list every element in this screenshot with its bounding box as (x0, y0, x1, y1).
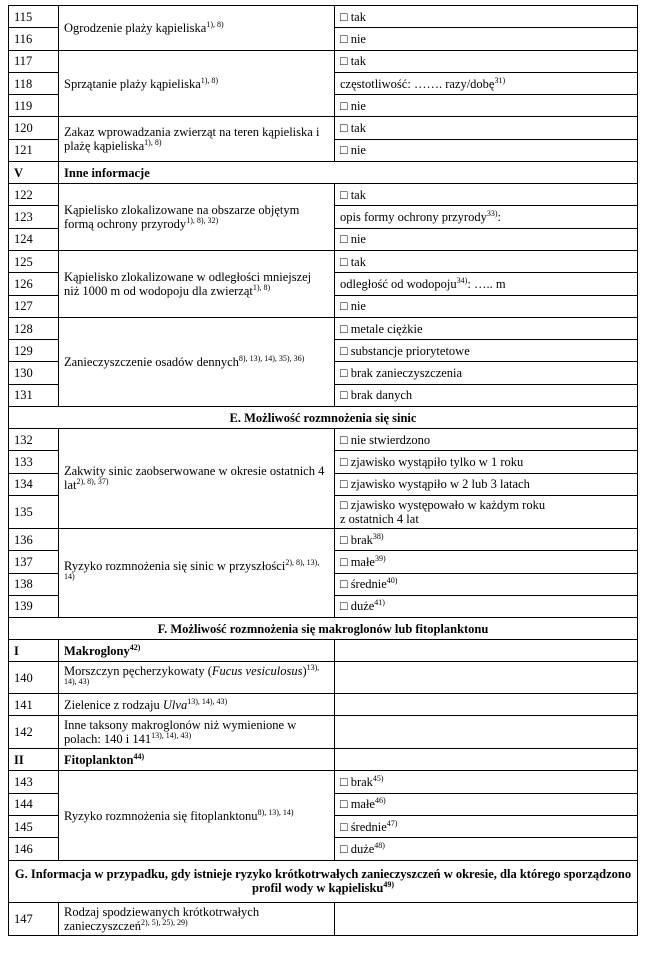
option-cell[interactable]: □ nie (335, 228, 638, 250)
checkbox-icon[interactable]: □ (340, 388, 348, 403)
table-row (9, 429, 638, 451)
row-number: 140 (9, 662, 59, 694)
option-cell[interactable]: □ małe$^{46)}$ (335, 793, 638, 815)
table-row (9, 716, 638, 749)
option-cell[interactable]: □ nie (335, 295, 638, 317)
table-row (9, 528, 638, 550)
section-title: Inne informacje (59, 162, 638, 184)
table-row (9, 317, 638, 339)
field-description: Zakwity sinic zaobserwowane w okresie ostatnich 4 lat$^{2), 8), 37)}$ (59, 429, 335, 529)
entry-cell[interactable] (335, 902, 638, 935)
bathing-area-profile-table (8, 5, 638, 936)
field-description: Kąpielisko zlokalizowane w odległości mniejszej niż 1000 m od wodopoju dla zwierząt$^{1), 8)}$ (59, 250, 335, 317)
checkbox-icon[interactable]: □ (340, 532, 348, 547)
section-row (9, 860, 638, 902)
section-row (9, 162, 638, 184)
field-description: Kąpielisko zlokalizowane na obszarze objętym formą ochrony przyrody$^{1), 8), 32)}$ (59, 184, 335, 251)
section-row (9, 640, 638, 662)
text-entry-cell[interactable]: opis formy ochrony przyrody$^{33)}$: (335, 206, 638, 228)
entry-cell[interactable] (335, 662, 638, 694)
row-number: 128 (9, 317, 59, 339)
field-description: Morszczyn pęcherzykowaty (Fucus vesiculosus)$^{13), 14), 43)}$ (59, 662, 335, 694)
entry-cell[interactable] (335, 716, 638, 749)
text-entry-cell[interactable]: odległość od wodopoju$^{34)}$: ….. m (335, 273, 638, 295)
option-cell[interactable]: □ tak (335, 50, 638, 72)
checkbox-icon[interactable]: □ (340, 366, 348, 381)
option-cell[interactable]: □ duże$^{48)}$ (335, 838, 638, 860)
table-row (9, 694, 638, 716)
option-cell[interactable]: □ średnie$^{47)}$ (335, 816, 638, 838)
field-description: Inne taksony makroglonów niż wymienione w polach: 140 i $141^{13), 14), 43)}$ (59, 716, 335, 749)
checkbox-icon[interactable]: □ (340, 554, 348, 569)
section-row (9, 749, 638, 771)
table-row (9, 6, 638, 28)
row-number: 131 (9, 384, 59, 406)
section-row (9, 618, 638, 640)
row-number: 135 (9, 495, 59, 528)
checkbox-icon[interactable]: □ (340, 477, 348, 492)
row-number: 134 (9, 473, 59, 495)
table-row (9, 250, 638, 272)
entry-cell[interactable] (335, 694, 638, 716)
row-number: 123 (9, 206, 59, 228)
row-number: 121 (9, 139, 59, 161)
checkbox-icon[interactable]: □ (340, 98, 348, 113)
option-cell[interactable]: □ tak (335, 6, 638, 28)
field-description: Sprzątanie plaży kąpieliska$^{1), 8)}$ (59, 50, 335, 117)
checkbox-icon[interactable]: □ (340, 9, 348, 24)
option-cell[interactable]: □ zjawisko występowało w każdym roku z ostatnich 4 lat (335, 495, 638, 528)
option-cell[interactable]: □ brak danych (335, 384, 638, 406)
option-cell[interactable]: □ metale ciężkie (335, 317, 638, 339)
row-number: 122 (9, 184, 59, 206)
row-number: 117 (9, 50, 59, 72)
option-cell[interactable]: □ nie (335, 28, 638, 50)
row-number: 143 (9, 771, 59, 793)
option-cell[interactable]: □ nie (335, 139, 638, 161)
row-number: 116 (9, 28, 59, 50)
row-number: 119 (9, 95, 59, 117)
checkbox-icon[interactable]: □ (340, 299, 348, 314)
row-number: 126 (9, 273, 59, 295)
option-cell[interactable]: □ nie (335, 95, 638, 117)
table-row (9, 184, 638, 206)
row-number: 141 (9, 694, 59, 716)
checkbox-icon[interactable]: □ (340, 577, 348, 592)
row-number: 127 (9, 295, 59, 317)
section-title: G. Informacja w przypadku, gdy istnieje ryzyko krótkotrwałych zanieczyszczeń w okresie, dla którego sporządzono profil wody w kąpielisku$^{49)}$ (9, 860, 638, 902)
option-cell[interactable]: □ średnie$^{40)}$ (335, 573, 638, 595)
option-cell[interactable]: □ duże$^{41)}$ (335, 595, 638, 617)
row-number: 139 (9, 595, 59, 617)
checkbox-icon[interactable]: □ (340, 497, 348, 512)
empty-cell (335, 640, 638, 662)
checkbox-icon[interactable]: □ (340, 797, 348, 812)
row-number: 147 (9, 902, 59, 935)
field-description: Ryzyko rozmnożenia się sinic w przyszłości$^{2), 8), 13), 14)}$ (59, 528, 335, 617)
table-row (9, 902, 638, 935)
option-cell[interactable]: □ tak (335, 250, 638, 272)
row-number: 136 (9, 528, 59, 550)
row-number: 133 (9, 451, 59, 473)
row-number: 146 (9, 838, 59, 860)
field-description: Rodzaj spodziewanych krótkotrwałych zanieczyszczeń$^{2), 5), 25), 29)}$ (59, 902, 335, 935)
option-cell[interactable]: □ brak$^{38)}$ (335, 528, 638, 550)
row-number: 124 (9, 228, 59, 250)
option-cell[interactable]: □ zjawisko wystąpiło w 2 lub 3 latach (335, 473, 638, 495)
row-number: 137 (9, 551, 59, 573)
option-cell[interactable]: □ brak$^{45)}$ (335, 771, 638, 793)
option-cell[interactable]: □ zjawisko wystąpiło tylko w 1 roku (335, 451, 638, 473)
option-cell[interactable]: □ brak zanieczyszczenia (335, 362, 638, 384)
checkbox-icon[interactable]: □ (340, 432, 348, 447)
table-row (9, 662, 638, 694)
text-entry-cell[interactable]: częstotliwość: ……. razy/dobę$^{31)}$ (335, 72, 638, 94)
section-title: E. Możliwość rozmnożenia się sinic (9, 407, 638, 429)
checkbox-icon[interactable]: □ (340, 121, 348, 136)
row-number: 142 (9, 716, 59, 749)
section-row (9, 407, 638, 429)
checkbox-icon[interactable]: □ (340, 775, 348, 790)
checkbox-icon[interactable]: □ (340, 819, 348, 834)
row-number: 118 (9, 72, 59, 94)
section-number: V (9, 162, 59, 184)
checkbox-icon[interactable]: □ (340, 321, 348, 336)
field-description: Zanieczyszczenie osadów dennych$^{8), 13), 14), 35), 36)}$ (59, 317, 335, 406)
checkbox-icon[interactable]: □ (340, 599, 348, 614)
row-number: 115 (9, 6, 59, 28)
checkbox-icon[interactable]: □ (340, 841, 348, 856)
row-number: 129 (9, 340, 59, 362)
option-cell[interactable]: □ małe$^{39)}$ (335, 551, 638, 573)
row-number: 130 (9, 362, 59, 384)
checkbox-icon[interactable]: □ (340, 454, 348, 469)
checkbox-icon[interactable]: □ (340, 343, 348, 358)
field-description: Ogrodzenie plaży kąpieliska$^{1), 8)}$ (59, 6, 335, 51)
option-cell[interactable]: □ nie stwierdzono (335, 429, 638, 451)
option-cell[interactable]: □ substancje priorytetowe (335, 340, 638, 362)
checkbox-icon[interactable]: □ (340, 143, 348, 158)
row-number: 120 (9, 117, 59, 139)
field-description: Zielenice z rodzaju Ulva$^{13), 14), 43)}$ (59, 694, 335, 716)
row-number: 125 (9, 250, 59, 272)
table-row (9, 50, 638, 72)
document-page (8, 5, 637, 936)
section-number: II (9, 749, 59, 771)
row-number: 138 (9, 573, 59, 595)
section-title: Makroglony$^{42)}$ (59, 640, 335, 662)
checkbox-icon[interactable]: □ (340, 232, 348, 247)
option-cell[interactable]: □ tak (335, 117, 638, 139)
checkbox-icon[interactable]: □ (340, 54, 348, 69)
checkbox-icon[interactable]: □ (340, 187, 348, 202)
row-number: 145 (9, 816, 59, 838)
table-row (9, 771, 638, 793)
checkbox-icon[interactable]: □ (340, 254, 348, 269)
field-description: Ryzyko rozmnożenia się fitoplanktonu$^{8), 13), 14)}$ (59, 771, 335, 860)
empty-cell (335, 749, 638, 771)
option-cell[interactable]: □ tak (335, 184, 638, 206)
section-title: Fitoplankton$^{44)}$ (59, 749, 335, 771)
checkbox-icon[interactable]: □ (340, 31, 348, 46)
section-number: I (9, 640, 59, 662)
table-row (9, 117, 638, 139)
row-number: 132 (9, 429, 59, 451)
row-number: 144 (9, 793, 59, 815)
field-description: Zakaz wprowadzania zwierząt na teren kąpieliska i plażę kąpieliska$^{1), 8)}$ (59, 117, 335, 162)
section-title: F. Możliwość rozmnożenia się makroglonów lub fitoplanktonu (9, 618, 638, 640)
